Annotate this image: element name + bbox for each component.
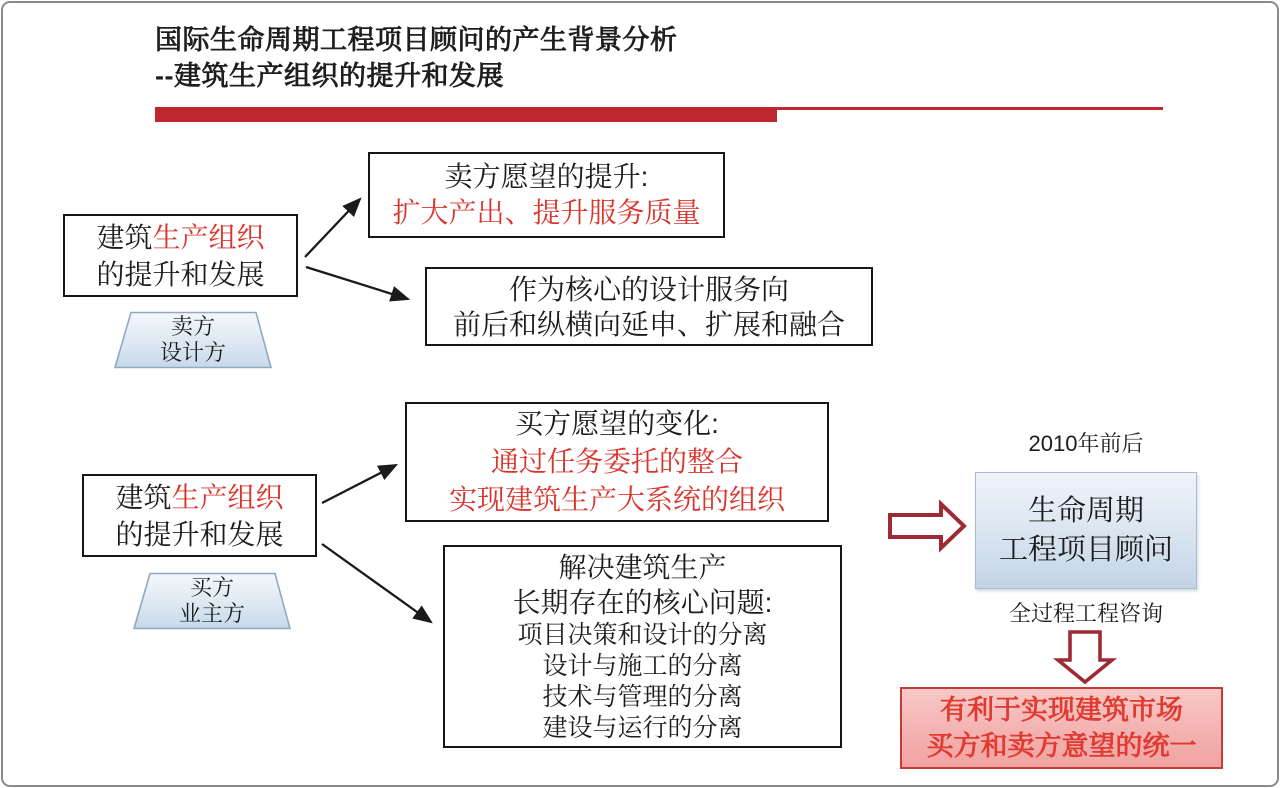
buyer-source-box bbox=[82, 474, 317, 557]
seller-outcome1-line2: 扩大产出、提升服务质量 bbox=[392, 197, 701, 228]
buyer-role-label bbox=[132, 572, 292, 630]
buyer-role-trapezoid bbox=[132, 572, 292, 630]
conclusion-line1: 有利于实现建筑市场 bbox=[940, 695, 1183, 725]
seller-source-line1 bbox=[96, 219, 264, 256]
seller-role-line1: 卖方 bbox=[170, 314, 215, 339]
problem-item: 技术与管理的分离 bbox=[542, 682, 743, 711]
buyer-role-line1: 买方 bbox=[189, 575, 234, 600]
seller-role-trapezoid bbox=[113, 311, 273, 369]
buyer-source-line1 bbox=[115, 479, 283, 516]
result-box-line2: 工程项目顾问 bbox=[998, 533, 1173, 566]
period-label: 2010年前后 bbox=[1028, 431, 1144, 456]
buyer-role-line2: 业主方 bbox=[178, 601, 245, 626]
buyer-outcome1-line1: 买方愿望的变化: bbox=[515, 408, 719, 439]
problem-item: 建设与运行的分离 bbox=[542, 713, 743, 742]
title-accent-bar bbox=[155, 107, 777, 122]
problem-item: 项目决策和设计的分离 bbox=[517, 620, 768, 649]
buyer-outcome2-box bbox=[443, 545, 842, 748]
buyer-outcome2-line1: 解决建筑生产 bbox=[558, 551, 727, 583]
seller-outcome2-line1: 作为核心的设计服务向 bbox=[508, 273, 789, 305]
caption-label: 全过程工程咨询 bbox=[1008, 601, 1163, 626]
result-box-line1: 生命周期 bbox=[1027, 494, 1144, 527]
seller-role-label bbox=[113, 311, 273, 369]
seller-outcome1-box bbox=[368, 152, 725, 238]
seller-source-line2: 的提升和发展 bbox=[96, 258, 265, 290]
buyer-outcome2-line2: 长期存在的核心问题: bbox=[512, 586, 773, 618]
seller-role-line2: 设计方 bbox=[159, 340, 226, 365]
seller-outcome2-line2: 前后和纵横向延申、扩展和融合 bbox=[452, 308, 845, 340]
buyer-source-highlight: 生产组织 bbox=[171, 481, 284, 513]
seller-source-box bbox=[63, 214, 298, 297]
slide-title bbox=[155, 22, 678, 94]
buyer-outcome1-line3: 实现建筑生产大系统的组织 bbox=[448, 484, 785, 515]
seller-source-prefix: 建筑 bbox=[96, 221, 153, 253]
problem-item: 设计与施工的分离 bbox=[542, 651, 743, 680]
seller-outcome1-line1: 卖方愿望的提升: bbox=[444, 161, 649, 192]
slide-title-line2: --建筑生产组织的提升和发展 bbox=[155, 61, 504, 91]
conclusion-box bbox=[900, 687, 1223, 769]
title-accent-line bbox=[777, 107, 1163, 110]
slide-title-line1: 国际生命周期工程项目顾问的产生背景分析 bbox=[155, 25, 678, 55]
buyer-source-prefix: 建筑 bbox=[115, 481, 172, 513]
result-box bbox=[975, 472, 1197, 589]
seller-source-highlight: 生产组织 bbox=[152, 221, 265, 253]
buyer-outcome1-line2: 通过任务委托的整合 bbox=[490, 446, 743, 477]
seller-outcome2-box bbox=[425, 267, 873, 346]
conclusion-line2: 买方和卖方意望的统一 bbox=[926, 731, 1197, 761]
buyer-outcome1-box bbox=[405, 402, 829, 522]
buyer-source-line2: 的提升和发展 bbox=[115, 518, 284, 550]
